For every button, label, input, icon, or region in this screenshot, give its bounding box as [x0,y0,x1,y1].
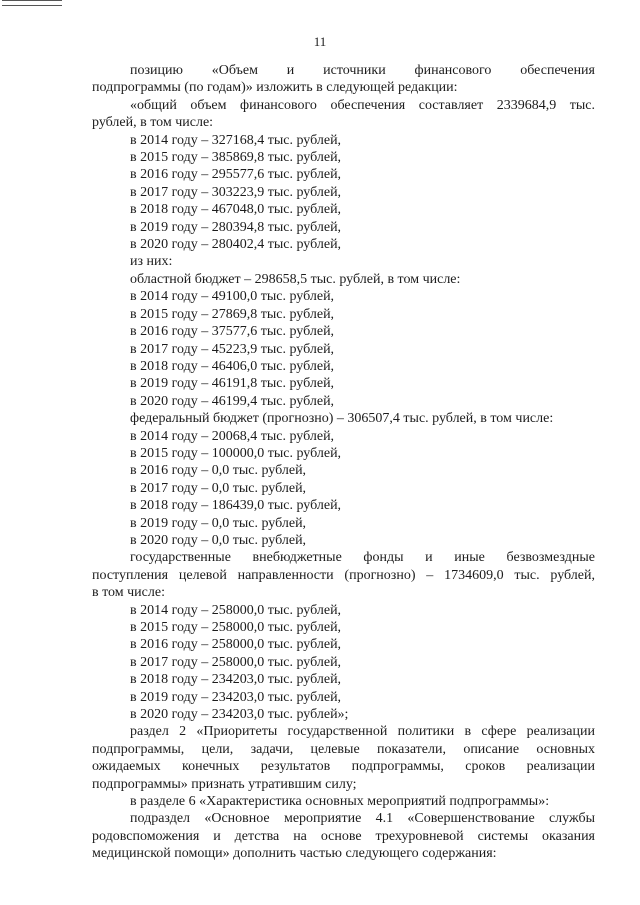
text-line: в 2015 году – 27869,8 тыс. рублей, [130,306,335,322]
text-line: в 2018 году – 186439,0 тыс. рублей, [130,498,342,514]
text-line: в 2016 году – 258000,0 тыс. рублей, [130,637,342,653]
text-line: в 2019 году – 280394,8 тыс. рублей, [130,219,342,235]
text-line: в 2016 году – 295577,6 тыс. рублей, [130,167,342,183]
text-line: в 2014 году – 327168,4 тыс. рублей, [130,132,342,148]
text-line: из них: [130,254,173,270]
text-line: в 2019 году – 234203,0 тыс. рублей, [130,689,342,705]
text-line: в 2017 году – 0,0 тыс. рублей, [130,480,307,496]
text-line: медицинской помощи» дополнить частью следующего содержания: [92,846,497,862]
text-line: в 2014 году – 49100,0 тыс. рублей, [130,289,335,305]
text-line: в 2018 году – 234203,0 тыс. рублей, [130,672,342,688]
text-line: в 2019 году – 46191,8 тыс. рублей, [130,376,335,392]
text-line: в 2018 году – 467048,0 тыс. рублей, [130,202,342,218]
text-line: позицию «Объем и источники финансового обеспечения [130,63,595,78]
text-line: родовспоможения и детства на основе трехуровневой системы оказания [92,828,595,844]
text-line: «общий объем финансового обеспечения составляет 2339684,9 тыс. [130,97,595,113]
text-line: рублей, в том числе: [92,115,214,131]
text-line: в том числе: [92,585,165,601]
text-line: в 2019 году – 0,0 тыс. рублей, [130,515,307,531]
text-line: в 2020 году – 280402,4 тыс. рублей, [130,237,342,253]
scan-corner-mark [2,0,62,6]
text-line: ожидаемых конечных результатов подпрограммы, сроков реализации [92,759,595,775]
text-line: подраздел «Основное мероприятие 4.1 «Совершенствование службы [130,811,595,827]
text-line: федеральный бюджет (прогнозно) – 306507,4 тыс. рублей, в том числе: [130,411,554,427]
text-line: поступления целевой направленности (прогнозно) – 1734609,0 тыс. рублей, [92,567,595,583]
page-number: 11 [313,34,327,49]
text-line: в 2018 году – 46406,0 тыс. рублей, [130,358,335,374]
text-line: раздел 2 «Приоритеты государственной политики в сфере реализации [130,724,595,740]
text-line: в 2017 году – 303223,9 тыс. рублей, [130,184,342,200]
text-line: в 2015 году – 258000,0 тыс. рублей, [130,620,342,635]
text-line: в 2017 году – 45223,9 тыс. рублей, [130,341,335,357]
text-line: в 2014 году – 258000,0 тыс. рублей, [130,602,342,618]
text-line: в 2020 году – 46199,4 тыс. рублей, [130,393,335,409]
text-line: в 2015 году – 100000,0 тыс. рублей, [130,445,342,461]
text-line: в 2014 году – 20068,4 тыс. рублей, [130,428,335,444]
text-line: в 2016 году – 37577,6 тыс. рублей, [130,324,335,340]
text-line: в 2017 году – 258000,0 тыс. рублей, [130,654,342,670]
text-line: в 2015 году – 385869,8 тыс. рублей, [130,150,342,166]
text-line: подпрограммы» признать утратившим силу; [92,776,357,792]
text-line: областной бюджет – 298658,5 тыс. рублей, в том числе: [130,271,461,287]
text-line: в разделе 6 «Характеристика основных мероприятий подпрограммы»: [130,794,550,810]
text-line: подпрограммы (по годам)» изложить в следующей редакции: [92,80,458,96]
text-line: в 2020 году – 234203,0 тыс. рублей»; [130,707,349,723]
text-line: в 2016 году – 0,0 тыс. рублей, [130,463,307,479]
document-body [92,62,595,863]
text-line: в 2020 году – 0,0 тыс. рублей, [130,532,307,548]
text-line: подпрограммы, цели, задачи, целевые показатели, описание основных [92,741,595,757]
text-line: государственные внебюджетные фонды и иные безвозмездные [130,550,595,566]
